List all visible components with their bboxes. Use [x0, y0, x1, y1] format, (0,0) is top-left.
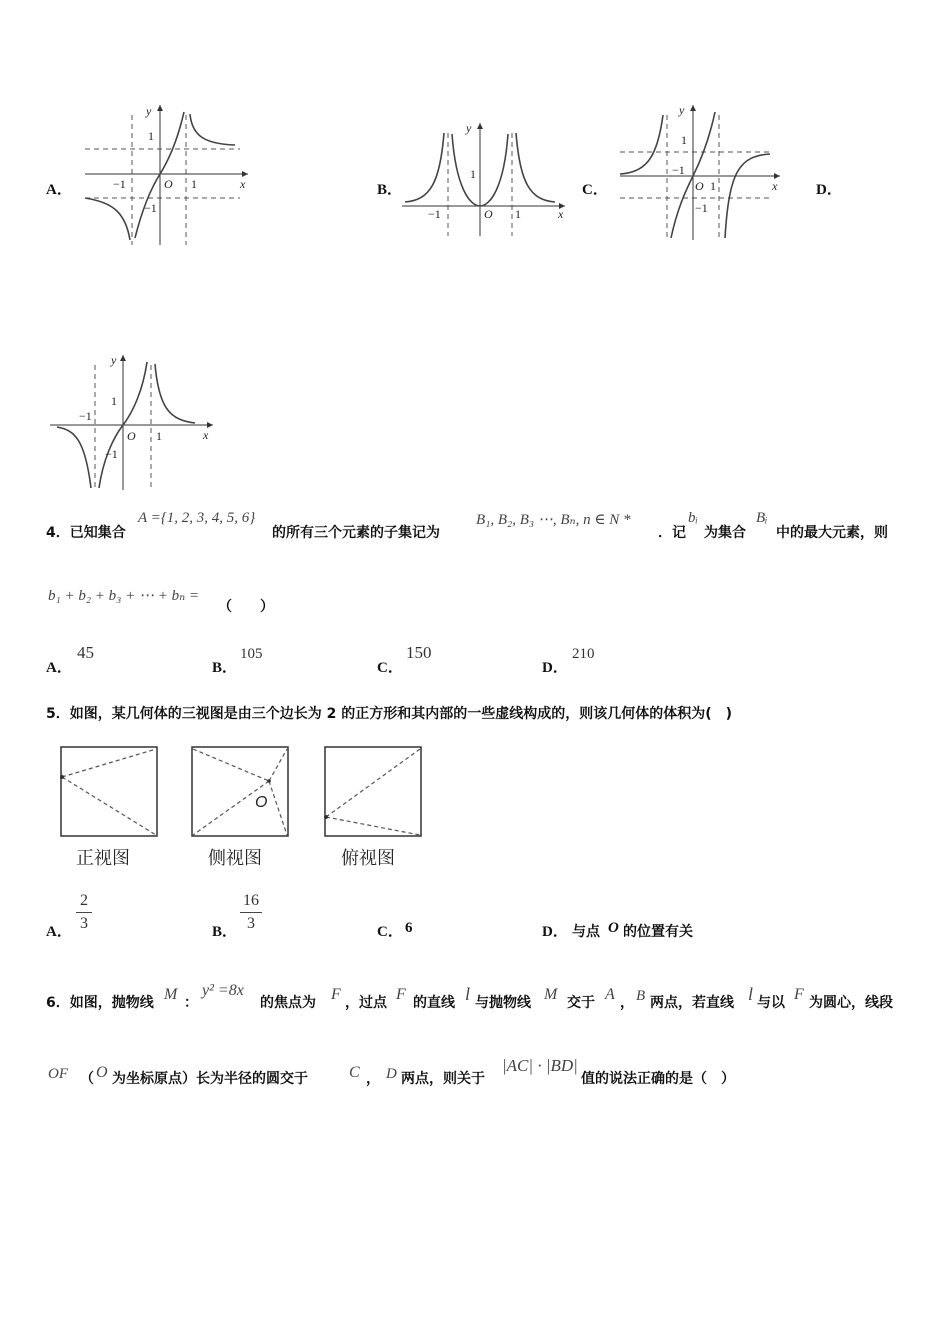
q5-option-a-label: A． — [46, 924, 72, 940]
q4-text2: ．记 — [658, 525, 686, 541]
q6-p12: 两点，则关于 — [401, 1071, 485, 1087]
tick-label: −1 — [105, 447, 118, 461]
q6-B: B — [636, 988, 646, 1004]
q4-number: 4．已知集合 — [46, 525, 126, 541]
tick-label: −1 — [695, 201, 708, 215]
q6-M: M — [164, 986, 178, 1003]
y-axis-label: y — [466, 121, 472, 135]
q6-p13: 值的说法正确的是（ ） — [581, 1071, 735, 1087]
q6-F: F — [794, 986, 804, 1003]
q4-paren: （ ） — [218, 599, 274, 615]
tick-label: −1 — [672, 163, 685, 177]
q4-option-b-value: 105 — [240, 646, 263, 662]
q6-p7: 两点，若直线 — [650, 995, 734, 1011]
q6-p2: 的焦点为 — [260, 995, 316, 1011]
graph-d — [45, 350, 225, 495]
option-b-label: B． — [377, 182, 403, 198]
q6-M: M — [544, 986, 558, 1003]
q6-l: l — [748, 984, 754, 1004]
origin-label: O — [164, 177, 173, 191]
q6-F: F — [331, 986, 341, 1003]
q6-C: C — [349, 1064, 360, 1081]
q6-comma: ， — [620, 995, 634, 1011]
q4-set-a: A ={1, 2, 3, 4, 5, 6} — [138, 510, 256, 526]
q6-A: A — [605, 986, 615, 1003]
q5-option-a-fraction — [76, 892, 92, 933]
top-view-caption: 俯视图 — [341, 848, 395, 869]
front-view-figure — [58, 745, 160, 840]
x-axis-label: x — [203, 428, 209, 442]
tick-label: 1 — [515, 207, 521, 221]
denominator: 3 — [247, 915, 255, 932]
front-view-caption: 正视图 — [76, 848, 130, 869]
q5-option-b-label: B． — [212, 924, 238, 940]
q6-p3: ，过点 — [345, 995, 387, 1011]
tick-label: −1 — [79, 409, 92, 423]
q6-p4: 的直线 — [413, 995, 455, 1011]
y-axis-label: y — [146, 104, 152, 118]
q5-option-b-fraction — [240, 892, 262, 933]
tick-label: 1 — [191, 177, 197, 191]
tick-label: 1 — [710, 179, 716, 193]
q5-option-c-value: 6 — [405, 920, 413, 936]
q4-option-b-label: B． — [212, 660, 238, 676]
q6-OF: OF — [48, 1066, 68, 1082]
option-d-label: D． — [816, 182, 842, 198]
denominator: 3 — [80, 915, 88, 932]
y-axis-label: y — [679, 103, 685, 117]
q5-stem: 5．如图，某几何体的三视图是由三个边长为 2 的正方形和其内部的一些虚线构成的，则该几何体的体积为( ) — [46, 706, 733, 722]
q5-option-d-text1: 与点 — [572, 924, 600, 940]
side-view-figure — [189, 745, 291, 840]
top-view-figure — [322, 745, 424, 840]
origin-label: O — [484, 207, 493, 221]
origin-label: O — [127, 429, 136, 443]
numerator: 16 — [243, 892, 259, 909]
q6-p9: 为圆心，线段 — [809, 995, 893, 1011]
tick-label: −1 — [428, 207, 441, 221]
x-axis-label: x — [558, 207, 564, 221]
q5-option-c-label: C． — [377, 924, 403, 940]
option-a-label: A． — [46, 182, 72, 198]
q6-colon: ： — [184, 995, 198, 1011]
q4-option-c-label: C． — [377, 660, 403, 676]
q6-p10: （ — [80, 1071, 94, 1087]
tick-label: 1 — [681, 133, 687, 147]
y-axis-label: y — [111, 353, 117, 367]
q4-bi: bᵢ — [688, 510, 698, 526]
numerator: 2 — [80, 892, 88, 909]
tick-label: 1 — [111, 394, 117, 408]
graph-a — [80, 100, 260, 250]
q6-p5: 与抛物线 — [475, 995, 531, 1011]
side-view-caption: 侧视图 — [208, 848, 262, 869]
q4-option-c-value: 150 — [406, 643, 432, 662]
graph-b — [400, 118, 580, 238]
q4-text4: 中的最大元素，则 — [776, 525, 888, 541]
q6-O: O — [96, 1064, 108, 1081]
tick-label: −1 — [144, 201, 157, 215]
q6-p8: 与以 — [757, 995, 785, 1011]
q5-option-d-text2: 的位置有关 — [623, 924, 693, 940]
q6-F: F — [396, 986, 406, 1003]
q4-option-a-value: 45 — [77, 643, 94, 662]
q4-subsets: B₁, B₂, B₃ ⋯, Bₙ, n ∈ N * — [476, 512, 631, 528]
q4-text1: 的所有三个元素的子集记为 — [272, 525, 440, 541]
q5-option-d-o: O — [608, 920, 619, 936]
point-o-label: O — [255, 794, 268, 811]
option-c-label: C． — [582, 182, 608, 198]
q6-D: D — [386, 1066, 397, 1082]
q6-p11: 为坐标原点）长为半径的圆交于 — [112, 1071, 308, 1087]
graph-c — [615, 100, 795, 245]
q6-p1: 6．如图，抛物线 — [46, 995, 154, 1011]
tick-label: 1 — [156, 429, 162, 443]
x-axis-label: x — [240, 177, 246, 191]
origin-label: O — [695, 179, 704, 193]
q6-abs-product: |AC| · |BD| — [502, 1056, 578, 1075]
q4-option-d-value: 210 — [572, 646, 595, 662]
q6-l: l — [465, 984, 471, 1004]
q4-Bi: Bᵢ — [756, 510, 768, 526]
q6-comma: ， — [366, 1071, 380, 1087]
q4-option-a-label: A． — [46, 660, 72, 676]
x-axis-label: x — [772, 179, 778, 193]
tick-label: 1 — [470, 167, 476, 181]
q6-p6: 交于 — [567, 995, 595, 1011]
q4-sum: b₁ + b₂ + b₃ + ⋯ + bₙ = — [48, 588, 200, 604]
tick-label: 1 — [148, 129, 154, 143]
q5-option-d-label: D． — [542, 924, 568, 940]
q4-text3: 为集合 — [704, 525, 746, 541]
tick-label: −1 — [113, 177, 126, 191]
q4-option-d-label: D． — [542, 660, 568, 676]
q6-equation: y² =8x — [202, 982, 244, 999]
